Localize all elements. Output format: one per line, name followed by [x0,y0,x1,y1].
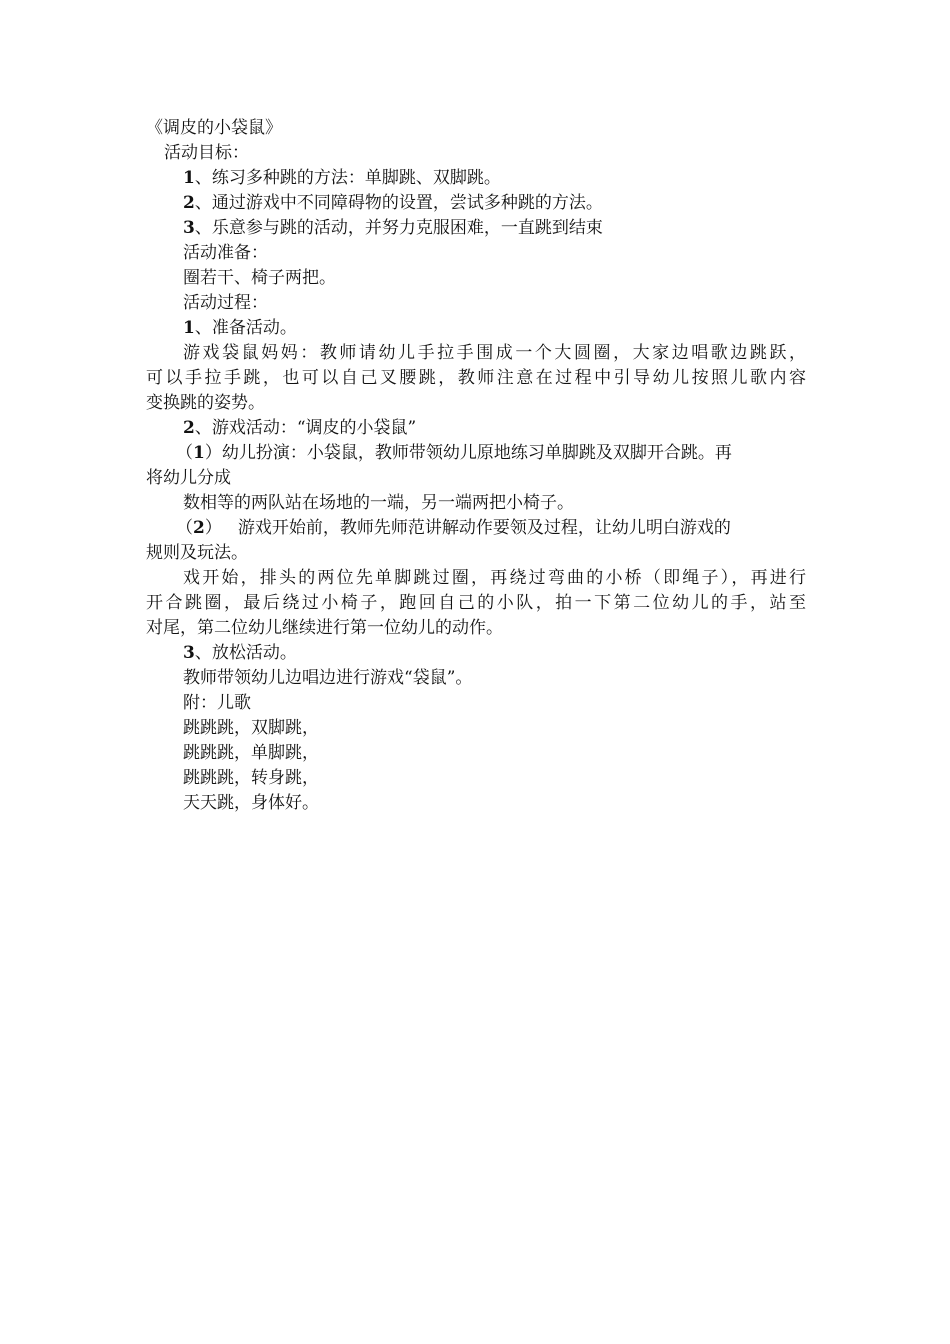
step-3-heading [183,642,843,664]
goal-text: 、通过游戏中不同障碍物的设置，尝试多种跳的方法。 [194,193,603,213]
goal-item-1 [183,167,843,189]
step-1-heading [183,317,843,339]
song-line-3: 跳跳跳，转身跳， [183,768,319,788]
game-para-line-1: 戏开始，排头的两位先单脚跳过圈，再绕过弯曲的小桥（即绳子），再进行 [183,568,806,588]
goal-number: 2 [183,193,195,213]
step-2-sub-1-continued: 数相等的两队站在场地的一端，另一端两把小椅子。 [183,493,574,513]
prep-heading: 活动准备： [183,243,268,263]
prep-text: 圈若干、椅子两把。 [183,268,336,288]
game-para-line-3: 对尾，第二位幼儿继续进行第一位幼儿的动作。 [146,618,503,638]
step-1-para-line-3: 变换跳的姿势。 [146,393,265,413]
goals-heading: 活动目标： [164,143,249,163]
step-text: 、游戏活动：“调皮的小袋鼠” [194,418,417,438]
step-2-sub-1-line-2: 将幼儿分成 [146,468,231,488]
step-number: 2 [183,418,195,438]
song-line-2: 跳跳跳，单脚跳， [183,743,319,763]
step-2-sub-2-line-2: 规则及玩法。 [146,543,248,563]
goal-item-3 [183,217,843,239]
step-text: 、放松活动。 [194,643,297,663]
step-2-sub-1-line-1: （1）幼儿扮演：小袋鼠，教师带领幼儿原地练习单脚跳及双脚开合跳。再 [176,443,732,463]
step-1-para-line-2: 可以手拉手跳，也可以自己叉腰跳，教师注意在过程中引导幼儿按照儿歌内容 [146,368,806,388]
song-line-4: 天天跳，身体好。 [183,793,319,813]
document-title: 《调皮的小袋鼠》 [146,118,282,138]
step-3-text: 教师带领幼儿边唱边进行游戏“袋鼠”。 [183,668,473,688]
goal-text: 、练习多种跳的方法：单脚跳、双脚跳。 [194,168,501,188]
goal-number: 3 [183,218,195,238]
step-number: 3 [183,643,195,663]
appendix-heading: 附：儿歌 [183,693,251,713]
step-2-sub-2-line-1: （2） 游戏开始前，教师先师范讲解动作要领及过程，让幼儿明白游戏的 [176,518,731,538]
step-1-para-line-1: 游戏袋鼠妈妈：教师请幼儿手拉手围成一个大圆圈，大家边唱歌边跳跃， [183,343,806,363]
goal-number: 1 [183,168,195,188]
song-line-1: 跳跳跳，双脚跳， [183,718,319,738]
step-2-heading [183,417,843,439]
goal-text: 、乐意参与跳的活动，并努力克服困难，一直跳到结束 [194,218,603,238]
goal-item-2 [183,192,843,214]
step-number: 1 [183,318,195,338]
step-text: 、准备活动。 [194,318,297,338]
game-para-line-2: 开合跳圈，最后绕过小椅子，跑回自己的小队，拍一下第二位幼儿的手，站至 [146,593,806,613]
process-heading: 活动过程： [183,293,268,313]
